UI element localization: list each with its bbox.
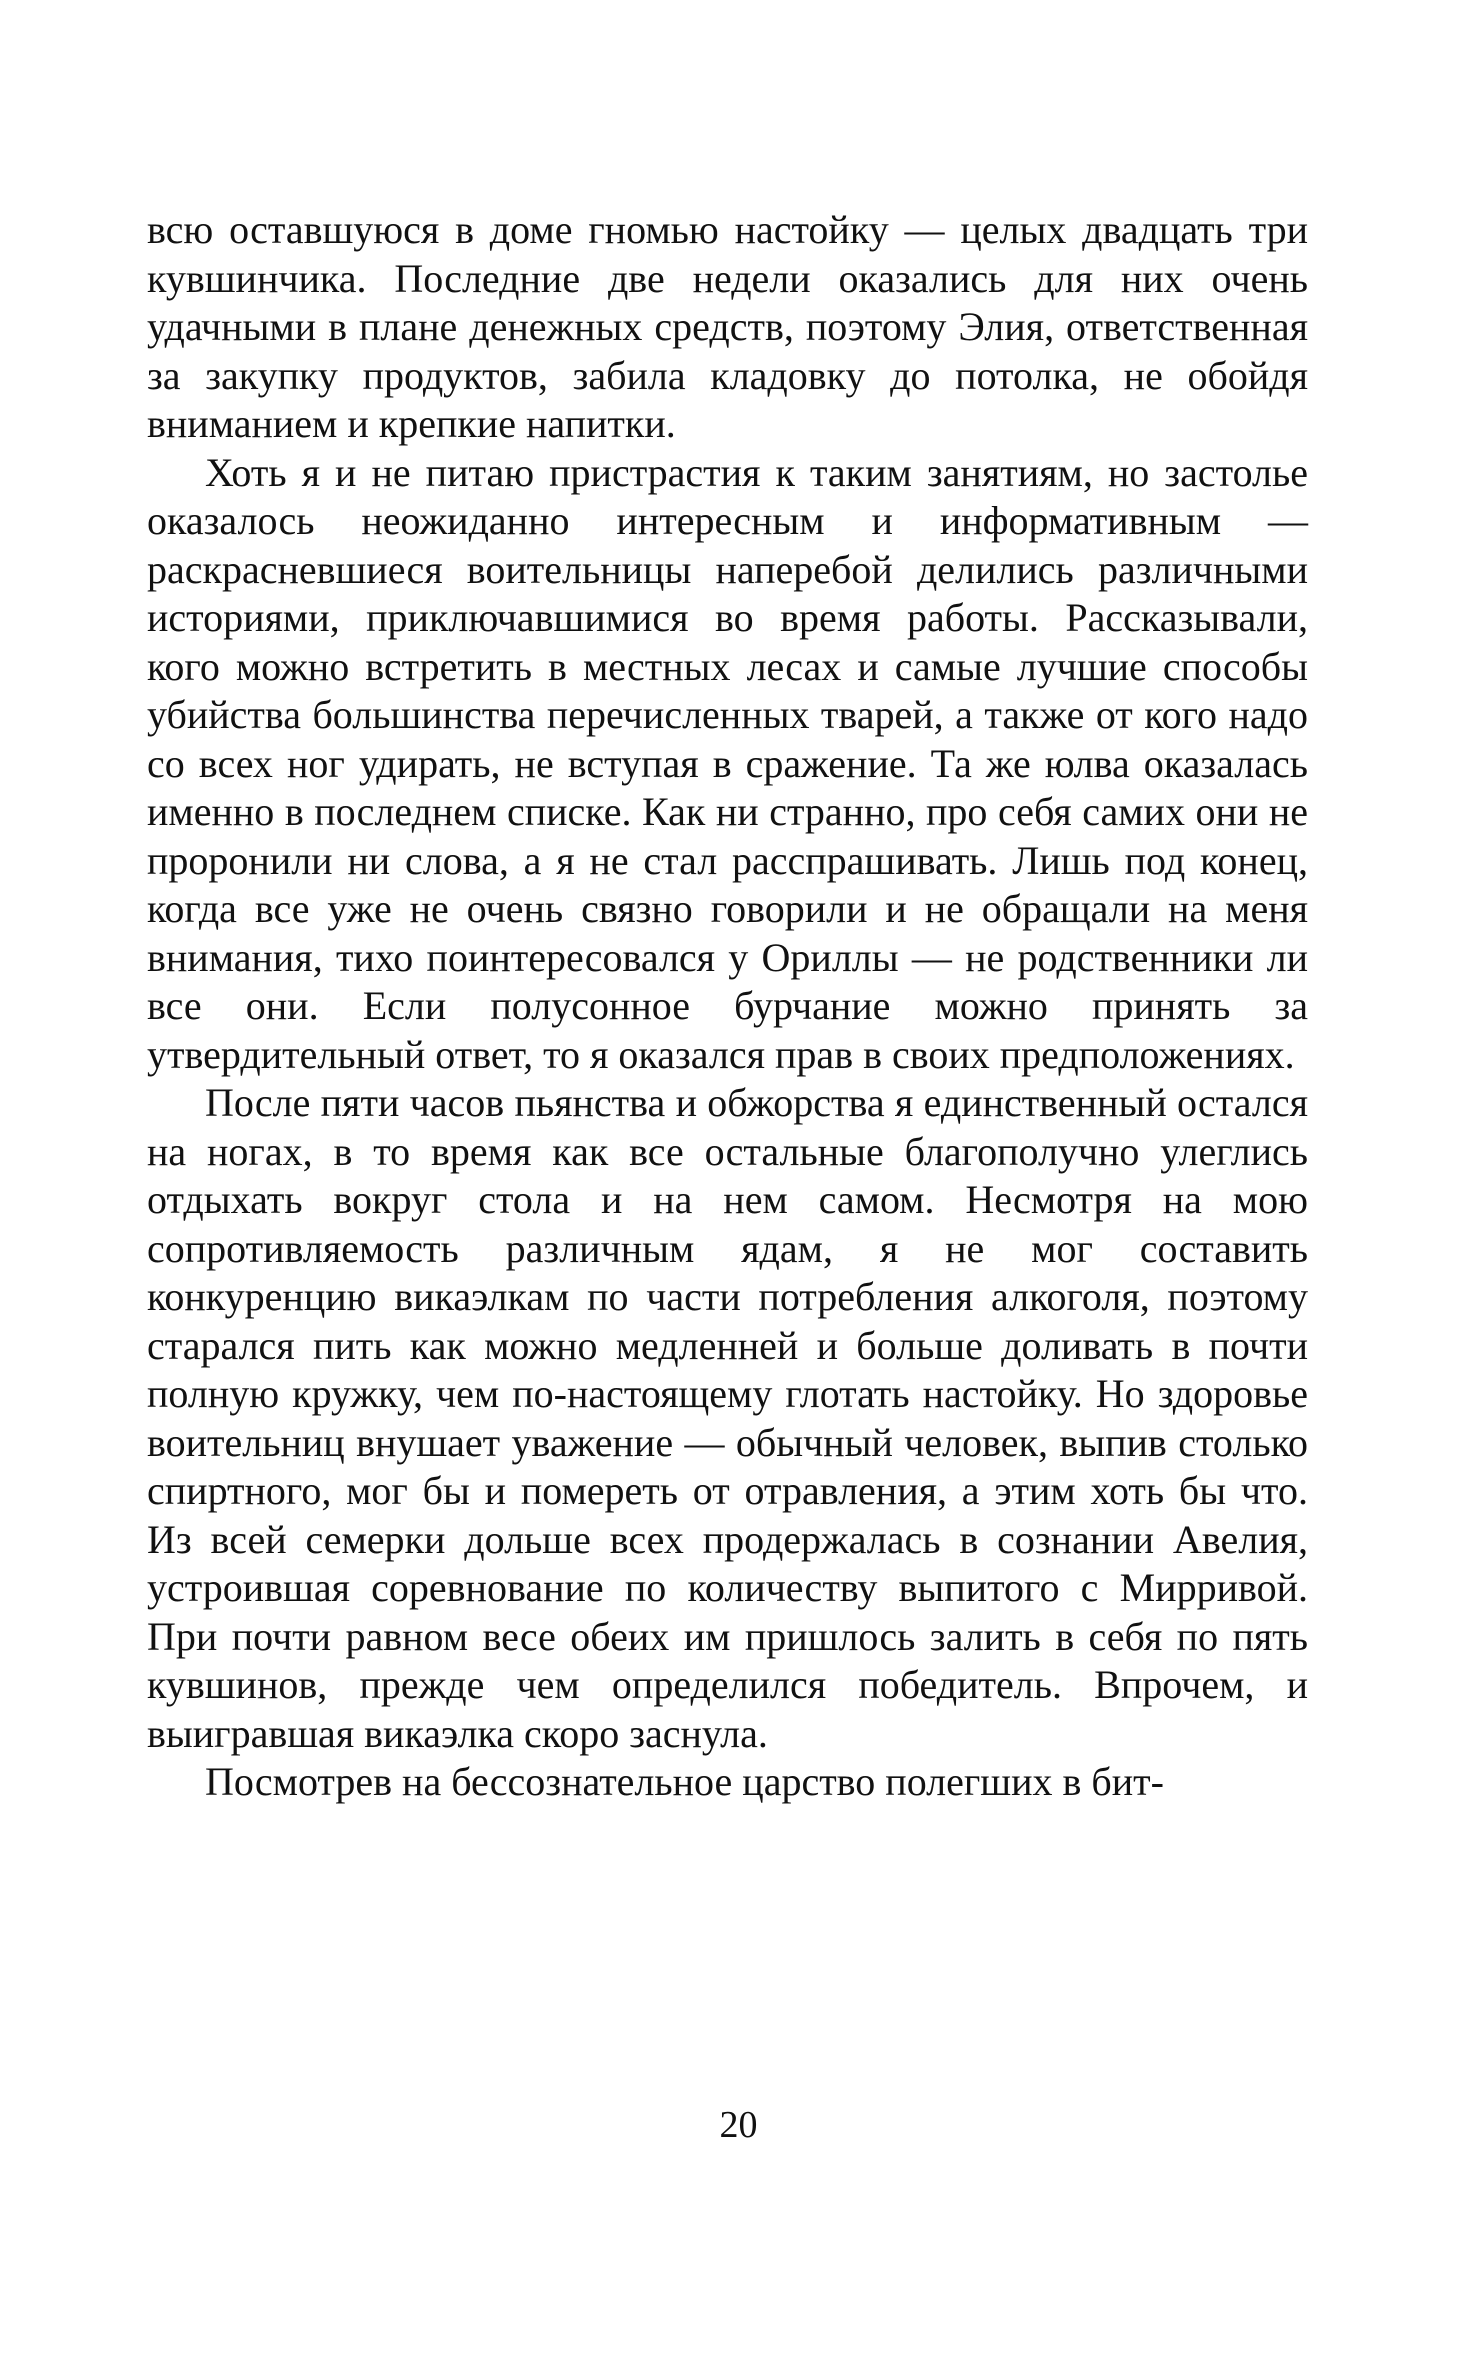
paragraph-4: Посмотрев на бессознательное царство полегших в бит- [205,1759,1164,1804]
body-text [147,206,1308,1807]
paragraph-3: После пяти часов пьянства и обжорства я единственный остался на ногах, в то время как все остальные благополучно улеглись отдыхать вокруг стола и на нем самом. Несмотря на мою сопротивляемость различным ядам, я не мог составить конкуренцию викаэлкам по части потребления алкоголя, поэтому старался пить как можно медленней и больше доливать в почти полную кружку, чем по-настоящему глотать настойку. Но здоровье воительниц внушает уважение — обычный человек, выпив столько спиртного, мог бы и помереть от отравления, а этим хоть бы что. Из всей семерки дольше всех продержалась в сознании Авелия, устроившая соревнование по количеству выпитого с Мирривой. При почти равном весе обеих им пришлось залить в себя по пять кувшинов, прежде чем определился победитель. Впрочем, и выигравшая викаэлка скоро заснула. [147,1080,1308,1756]
paragraph-1: всю оставшуюся в доме гномью настойку — целых двадцать три кувшинчика. Последние две недели оказались для них очень удачными в плане денежных средств, поэтому Элия, ответственная за закупку продуктов, забила кладовку до потолка, не обойдя вниманием и крепкие напитки. [147,207,1308,446]
page-number: 20 [719,2104,758,2146]
paragraph-2: Хоть я и не питаю пристрастия к таким занятиям, но застолье оказалось неожиданно интересным и информативным — раскрасневшиеся воительницы наперебой делились различными историями, приключавшимися во время работы. Рассказывали, кого можно встретить в местных лесах и самые лучшие способы убийства большинства перечисленных тварей, а также от кого надо со всех ног удирать, не вступая в сражение. Та же юлва оказалась именно в последнем списке. Как ни странно, про себя самих они не проронили ни слова, а я не стал расспрашивать. Лишь под конец, когда все уже не очень связно говорили и не обращали на меня внимания, тихо поинтересовался у Ориллы — не родственники ли все они. Если полусонное бурчание можно принять за утвердительный ответ, то я оказался прав в своих предположениях. [147,449,1308,1077]
